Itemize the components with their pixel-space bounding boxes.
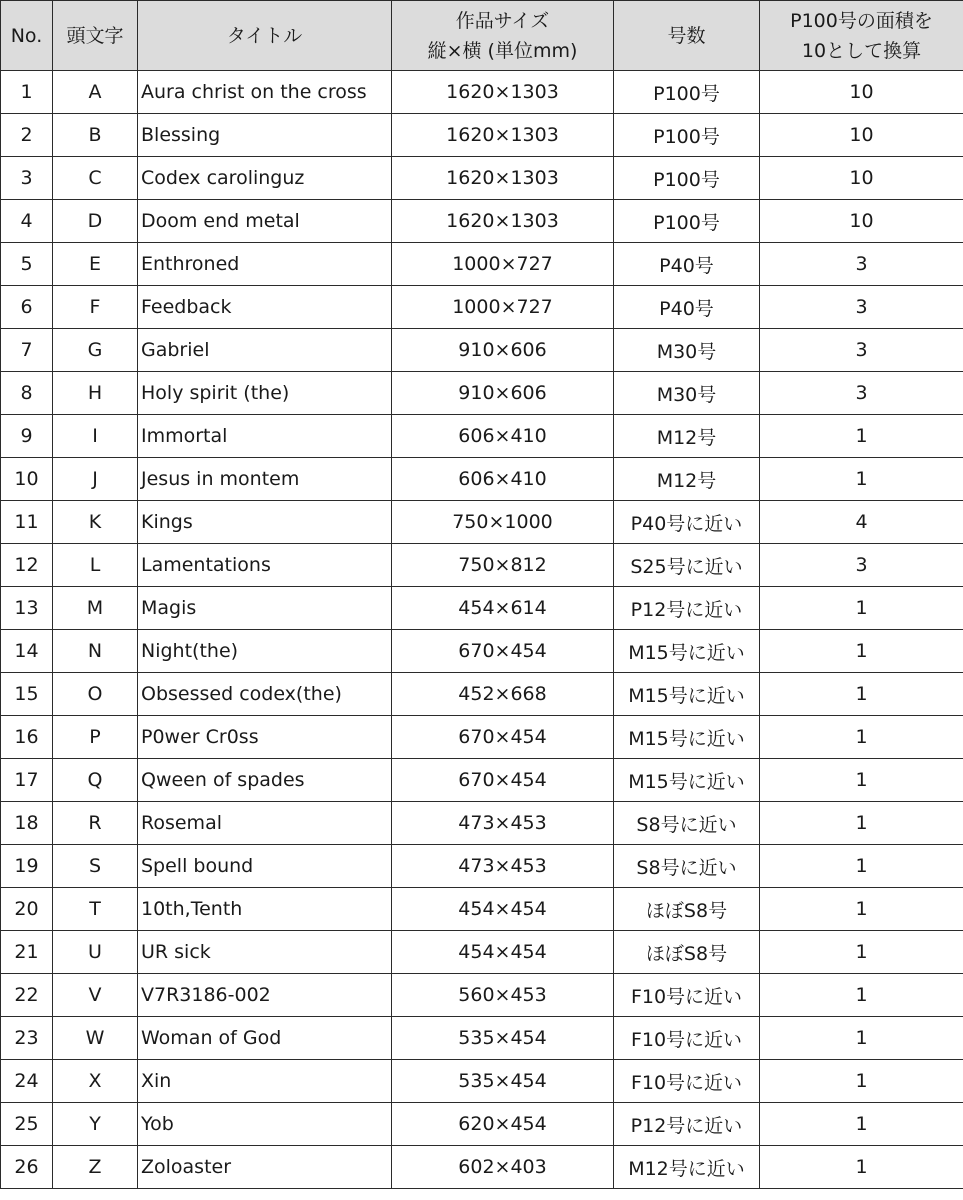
cell-no: 22 bbox=[1, 974, 53, 1017]
table-row bbox=[1, 544, 963, 587]
cell-number: S8号に近い bbox=[614, 845, 760, 888]
table-row bbox=[1, 630, 963, 673]
table-row bbox=[1, 458, 963, 501]
table-row bbox=[1, 673, 963, 716]
table-row bbox=[1, 157, 963, 200]
table-row bbox=[1, 243, 963, 286]
cell-size: 606×410 bbox=[392, 415, 614, 458]
cell-number: M15号に近い bbox=[614, 673, 760, 716]
cell-title: Kings bbox=[138, 501, 392, 544]
cell-area: 1 bbox=[760, 415, 963, 458]
cell-number: P12号に近い bbox=[614, 1103, 760, 1146]
table-row bbox=[1, 114, 963, 157]
cell-area: 1 bbox=[760, 673, 963, 716]
cell-area: 3 bbox=[760, 372, 963, 415]
cell-size: 473×453 bbox=[392, 845, 614, 888]
cell-no: 3 bbox=[1, 157, 53, 200]
cell-area: 1 bbox=[760, 1103, 963, 1146]
cell-size: 452×668 bbox=[392, 673, 614, 716]
cell-initial: W bbox=[53, 1017, 138, 1060]
table-row bbox=[1, 372, 963, 415]
cell-no: 18 bbox=[1, 802, 53, 845]
cell-title: Gabriel bbox=[138, 329, 392, 372]
table-row bbox=[1, 587, 963, 630]
cell-area: 1 bbox=[760, 1060, 963, 1103]
cell-size: 606×410 bbox=[392, 458, 614, 501]
cell-no: 9 bbox=[1, 415, 53, 458]
cell-no: 17 bbox=[1, 759, 53, 802]
table-row bbox=[1, 974, 963, 1017]
table-row bbox=[1, 329, 963, 372]
cell-title: Feedback bbox=[138, 286, 392, 329]
cell-size: 670×454 bbox=[392, 759, 614, 802]
header-number: 号数 bbox=[614, 1, 760, 71]
cell-no: 2 bbox=[1, 114, 53, 157]
header-area-line1: P100号の面積を bbox=[790, 9, 933, 32]
table-row bbox=[1, 501, 963, 544]
cell-initial: K bbox=[53, 501, 138, 544]
cell-no: 26 bbox=[1, 1146, 53, 1189]
cell-title: Woman of God bbox=[138, 1017, 392, 1060]
cell-number: P12号に近い bbox=[614, 587, 760, 630]
cell-no: 10 bbox=[1, 458, 53, 501]
cell-size: 750×812 bbox=[392, 544, 614, 587]
table-row bbox=[1, 286, 963, 329]
cell-size: 1620×1303 bbox=[392, 71, 614, 114]
cell-title: Qween of spades bbox=[138, 759, 392, 802]
cell-no: 7 bbox=[1, 329, 53, 372]
cell-no: 1 bbox=[1, 71, 53, 114]
table-row bbox=[1, 1060, 963, 1103]
cell-initial: V bbox=[53, 974, 138, 1017]
cell-title: Doom end metal bbox=[138, 200, 392, 243]
cell-size: 1620×1303 bbox=[392, 157, 614, 200]
cell-initial: I bbox=[53, 415, 138, 458]
cell-number: P40号に近い bbox=[614, 501, 760, 544]
cell-initial: C bbox=[53, 157, 138, 200]
cell-size: 1000×727 bbox=[392, 243, 614, 286]
table-row bbox=[1, 71, 963, 114]
cell-initial: F bbox=[53, 286, 138, 329]
cell-initial: X bbox=[53, 1060, 138, 1103]
cell-size: 750×1000 bbox=[392, 501, 614, 544]
table-header bbox=[1, 1, 963, 71]
cell-title: Yob bbox=[138, 1103, 392, 1146]
cell-area: 10 bbox=[760, 114, 963, 157]
table-row bbox=[1, 716, 963, 759]
cell-initial: L bbox=[53, 544, 138, 587]
cell-number: M15号に近い bbox=[614, 630, 760, 673]
header-initial: 頭文字 bbox=[53, 1, 138, 71]
cell-title: V7R3186-002 bbox=[138, 974, 392, 1017]
cell-size: 454×614 bbox=[392, 587, 614, 630]
cell-title: Immortal bbox=[138, 415, 392, 458]
header-area-line2: 10として換算 bbox=[801, 39, 922, 62]
cell-size: 1000×727 bbox=[392, 286, 614, 329]
cell-number: ほぼS8号 bbox=[614, 931, 760, 974]
cell-no: 20 bbox=[1, 888, 53, 931]
cell-no: 12 bbox=[1, 544, 53, 587]
cell-initial: A bbox=[53, 71, 138, 114]
cell-number: F10号に近い bbox=[614, 1017, 760, 1060]
cell-initial: T bbox=[53, 888, 138, 931]
cell-title: Codex carolinguz bbox=[138, 157, 392, 200]
cell-area: 1 bbox=[760, 888, 963, 931]
header-row bbox=[1, 1, 963, 71]
cell-title: Enthroned bbox=[138, 243, 392, 286]
cell-initial: R bbox=[53, 802, 138, 845]
cell-number: M15号に近い bbox=[614, 716, 760, 759]
cell-no: 8 bbox=[1, 372, 53, 415]
cell-number: P40号 bbox=[614, 243, 760, 286]
table-row bbox=[1, 1103, 963, 1146]
cell-initial: N bbox=[53, 630, 138, 673]
cell-no: 25 bbox=[1, 1103, 53, 1146]
cell-area: 4 bbox=[760, 501, 963, 544]
cell-size: 473×453 bbox=[392, 802, 614, 845]
cell-area: 1 bbox=[760, 931, 963, 974]
table-row bbox=[1, 1017, 963, 1060]
header-no: No. bbox=[1, 1, 53, 71]
cell-no: 6 bbox=[1, 286, 53, 329]
cell-number: P100号 bbox=[614, 200, 760, 243]
cell-size: 454×454 bbox=[392, 931, 614, 974]
cell-title: Spell bound bbox=[138, 845, 392, 888]
cell-area: 1 bbox=[760, 845, 963, 888]
cell-initial: S bbox=[53, 845, 138, 888]
table-row bbox=[1, 759, 963, 802]
cell-initial: M bbox=[53, 587, 138, 630]
cell-size: 910×606 bbox=[392, 372, 614, 415]
table-row bbox=[1, 415, 963, 458]
table-row bbox=[1, 802, 963, 845]
cell-number: M30号 bbox=[614, 372, 760, 415]
cell-no: 21 bbox=[1, 931, 53, 974]
cell-no: 24 bbox=[1, 1060, 53, 1103]
cell-size: 454×454 bbox=[392, 888, 614, 931]
cell-area: 3 bbox=[760, 544, 963, 587]
cell-size: 670×454 bbox=[392, 716, 614, 759]
cell-number: P100号 bbox=[614, 71, 760, 114]
cell-area: 1 bbox=[760, 802, 963, 845]
cell-title: Blessing bbox=[138, 114, 392, 157]
cell-area: 3 bbox=[760, 329, 963, 372]
cell-area: 3 bbox=[760, 243, 963, 286]
cell-title: Magis bbox=[138, 587, 392, 630]
cell-size: 620×454 bbox=[392, 1103, 614, 1146]
cell-title: Rosemal bbox=[138, 802, 392, 845]
cell-title: Aura christ on the cross bbox=[138, 71, 392, 114]
cell-area: 1 bbox=[760, 974, 963, 1017]
cell-number: P40号 bbox=[614, 286, 760, 329]
cell-area: 1 bbox=[760, 1146, 963, 1189]
cell-size: 910×606 bbox=[392, 329, 614, 372]
cell-initial: G bbox=[53, 329, 138, 372]
table-body bbox=[1, 71, 963, 1189]
cell-title: Jesus in montem bbox=[138, 458, 392, 501]
cell-area: 1 bbox=[760, 759, 963, 802]
cell-area: 10 bbox=[760, 200, 963, 243]
cell-title: Xin bbox=[138, 1060, 392, 1103]
table-row bbox=[1, 888, 963, 931]
cell-number: M12号に近い bbox=[614, 1146, 760, 1189]
cell-title: Holy spirit (the) bbox=[138, 372, 392, 415]
header-area bbox=[760, 1, 963, 71]
cell-title: P0wer Cr0ss bbox=[138, 716, 392, 759]
cell-area: 10 bbox=[760, 71, 963, 114]
cell-initial: O bbox=[53, 673, 138, 716]
cell-number: ほぼS8号 bbox=[614, 888, 760, 931]
cell-initial: H bbox=[53, 372, 138, 415]
cell-initial: B bbox=[53, 114, 138, 157]
cell-title: 10th,Tenth bbox=[138, 888, 392, 931]
cell-initial: Z bbox=[53, 1146, 138, 1189]
cell-no: 11 bbox=[1, 501, 53, 544]
cell-initial: E bbox=[53, 243, 138, 286]
cell-title: UR sick bbox=[138, 931, 392, 974]
cell-initial: J bbox=[53, 458, 138, 501]
cell-size: 560×453 bbox=[392, 974, 614, 1017]
cell-initial: U bbox=[53, 931, 138, 974]
cell-no: 13 bbox=[1, 587, 53, 630]
cell-title: Night(the) bbox=[138, 630, 392, 673]
cell-size: 535×454 bbox=[392, 1017, 614, 1060]
cell-number: M12号 bbox=[614, 458, 760, 501]
cell-no: 14 bbox=[1, 630, 53, 673]
cell-size: 535×454 bbox=[392, 1060, 614, 1103]
cell-area: 10 bbox=[760, 157, 963, 200]
cell-no: 15 bbox=[1, 673, 53, 716]
cell-number: P100号 bbox=[614, 157, 760, 200]
cell-initial: Q bbox=[53, 759, 138, 802]
cell-area: 3 bbox=[760, 286, 963, 329]
cell-number: M12号 bbox=[614, 415, 760, 458]
header-size-line2: 縦×横 (単位mm) bbox=[427, 39, 578, 62]
cell-initial: P bbox=[53, 716, 138, 759]
cell-number: S8号に近い bbox=[614, 802, 760, 845]
header-title: タイトル bbox=[138, 1, 392, 71]
cell-area: 1 bbox=[760, 587, 963, 630]
cell-no: 16 bbox=[1, 716, 53, 759]
cell-area: 1 bbox=[760, 630, 963, 673]
cell-area: 1 bbox=[760, 1017, 963, 1060]
table-row bbox=[1, 200, 963, 243]
cell-no: 19 bbox=[1, 845, 53, 888]
cell-title: Obsessed codex(the) bbox=[138, 673, 392, 716]
cell-no: 23 bbox=[1, 1017, 53, 1060]
cell-size: 1620×1303 bbox=[392, 200, 614, 243]
cell-title: Zoloaster bbox=[138, 1146, 392, 1189]
cell-size: 670×454 bbox=[392, 630, 614, 673]
header-size bbox=[392, 1, 614, 71]
cell-number: S25号に近い bbox=[614, 544, 760, 587]
cell-size: 602×403 bbox=[392, 1146, 614, 1189]
cell-number: F10号に近い bbox=[614, 1060, 760, 1103]
cell-area: 1 bbox=[760, 458, 963, 501]
cell-number: P100号 bbox=[614, 114, 760, 157]
cell-no: 5 bbox=[1, 243, 53, 286]
header-size-line1: 作品サイズ bbox=[455, 9, 550, 32]
cell-number: M15号に近い bbox=[614, 759, 760, 802]
cell-number: F10号に近い bbox=[614, 974, 760, 1017]
table-row bbox=[1, 1146, 963, 1189]
cell-initial: D bbox=[53, 200, 138, 243]
cell-number: M30号 bbox=[614, 329, 760, 372]
cell-initial: Y bbox=[53, 1103, 138, 1146]
cell-size: 1620×1303 bbox=[392, 114, 614, 157]
cell-area: 1 bbox=[760, 716, 963, 759]
cell-title: Lamentations bbox=[138, 544, 392, 587]
table-row bbox=[1, 845, 963, 888]
table-row bbox=[1, 931, 963, 974]
cell-no: 4 bbox=[1, 200, 53, 243]
